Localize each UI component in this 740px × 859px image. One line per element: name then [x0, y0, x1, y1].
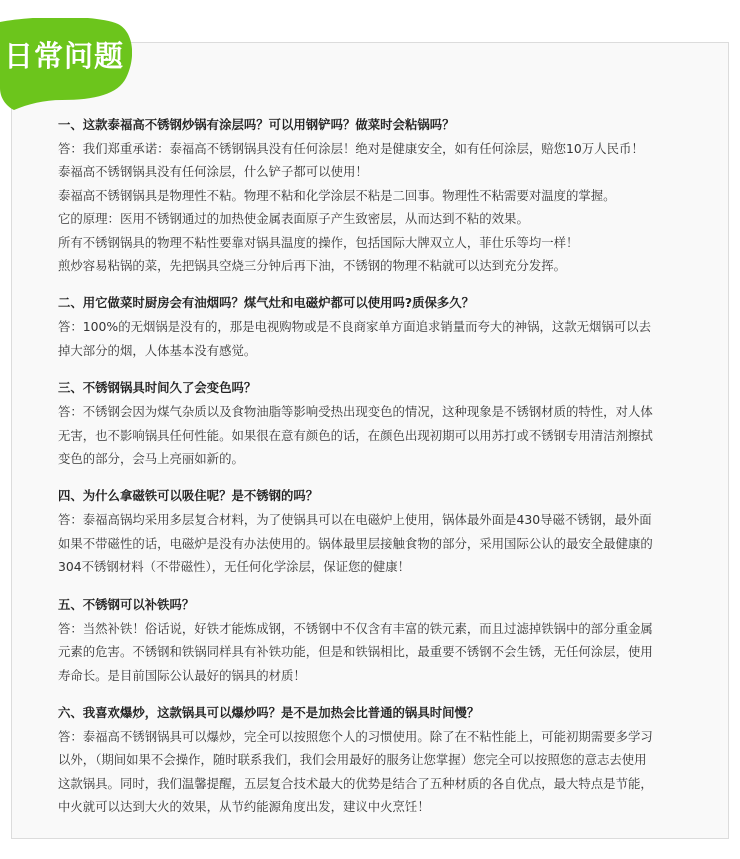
faq-answer-line: 泰福高不锈钢锅具没有任何涂层，什么铲子都可以使用！	[58, 164, 368, 180]
faq-answer-line: 以外，（期间如果不会操作，随时联系我们，我们会用最好的服务让您掌握）您完全可以按照您的意志去使用	[58, 752, 647, 768]
faq-answer-line: 泰福高不锈钢锅具是物理性不粘。物理不粘和化学涂层不粘是二回事。物理性不粘需要对温度的掌握。	[58, 187, 616, 203]
faq-item	[58, 290, 688, 362]
faq-answer-line: 所有不锈钢锅具的物理不粘性要靠对锅具温度的操作，包括国际大牌双立人，菲仕乐等均一样！	[58, 234, 579, 250]
faq-content	[58, 112, 688, 832]
faq-item	[58, 375, 688, 470]
faq-answer-line: 答：泰福高不锈钢锅具可以爆炒，完全可以按照您个人的习惯使用。除了在不粘性能上，可能初期需要多学习	[58, 728, 653, 744]
faq-item	[58, 483, 688, 578]
faq-item	[58, 700, 688, 819]
faq-answer-line: 无害，也不影响锅具任何性能。如果很在意有颜色的话，在颜色出现初期可以用苏打或不锈钢专用清洁剂擦拭	[58, 427, 653, 443]
faq-answer-line: 答：不锈钢会因为煤气杂质以及食物油脂等影响受热出现变色的情况，这种现象是不锈钢材质的特性，对人体	[58, 404, 653, 420]
faq-answer-line: 变色的部分，会马上亮丽如新的。	[58, 451, 244, 467]
faq-answer-line: 元素的危害。不锈钢和铁锅同样具有补铁功能，但是和铁锅相比，最重要不锈钢不会生锈，无任何涂层，使用	[58, 644, 653, 660]
faq-answer-line: 304不锈钢材料（不带磁性），无任何化学涂层，保证您的健康！	[58, 559, 410, 575]
faq-answer-line: 煎炒容易粘锅的菜，先把锅具空烧三分钟后再下油，不锈钢的物理不粘就可以达到充分发挥。	[58, 258, 567, 274]
faq-answer-line: 答：100%的无烟锅是没有的，那是电视购物或是不良商家单方面追求销量而夸大的神锅，这款无烟锅可以去	[58, 319, 652, 335]
faq-answer-line: 掉大部分的烟，人体基本没有感觉。	[58, 342, 257, 358]
faq-answer-line: 答：泰福高锅均采用多层复合材料，为了使锅具可以在电磁炉上使用，锅体最外面是430导磁不锈钢，最外面	[58, 512, 652, 528]
faq-answer-line: 答：当然补铁！俗话说，好铁才能炼成钢，不锈钢中不仅含有丰富的铁元素，而且过滤掉铁锅中的部分重金属	[58, 620, 653, 636]
faq-answer-line: 寿命长。是目前国际公认最好的锅具的材质！	[58, 667, 306, 683]
faq-question: 五、不锈钢可以补铁吗？	[58, 596, 195, 612]
faq-answer-line: 它的原理：医用不锈钢通过的加热使金属表面原子产生致密层，从而达到不粘的效果。	[58, 211, 529, 227]
faq-answer-line: 如果不带磁性的话，电磁炉是没有办法使用的。锅体最里层接触食物的部分，采用国际公认的最安全最健康的	[58, 535, 653, 551]
faq-question: 三、不锈钢锅具时间久了会变色吗？	[58, 380, 257, 396]
faq-item	[58, 112, 688, 277]
section-badge	[0, 18, 132, 110]
faq-question: 一、这款泰福高不锈钢炒锅有涂层吗？可以用钢铲吗？做菜时会粘锅吗？	[58, 117, 455, 132]
badge-title: 日常问题	[4, 39, 125, 73]
faq-question: 四、为什么拿磁铁可以吸住呢？是不锈钢的吗？	[58, 488, 319, 504]
faq-question: 六、我喜欢爆炒，这款锅具可以爆炒吗？是不是加热会比普通的锅具时间慢？	[58, 704, 480, 720]
faq-answer-line: 这款锅具。同时，我们温馨提醒，五层复合技术最大的优势是结合了五种材质的各自优点，最大特点是节能，	[58, 775, 653, 791]
faq-item	[58, 592, 688, 687]
faq-answer-line: 中火就可以达到大火的效果，从节约能源角度出发，建议中火烹饪！	[58, 799, 430, 815]
faq-question: 二、用它做菜时厨房会有油烟吗？煤气灶和电磁炉都可以使用吗?质保多久？	[58, 295, 475, 311]
faq-answer-line: 答：我们郑重承诺：泰福高不锈钢锅具没有任何涂层！绝对是健康安全，如有任何涂层，赔您10万人民币！	[58, 141, 644, 156]
